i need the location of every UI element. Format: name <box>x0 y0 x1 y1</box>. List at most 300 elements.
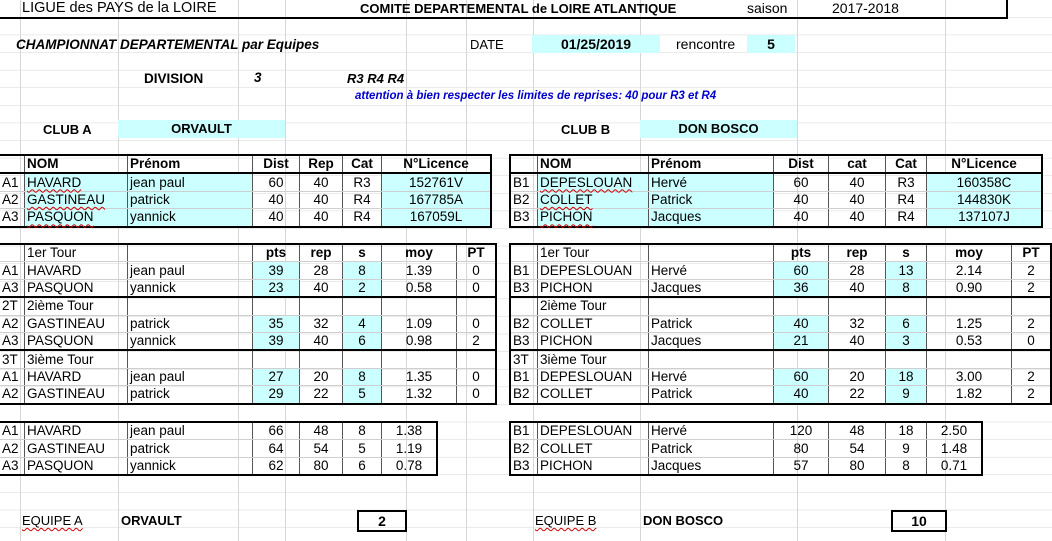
score-cell[interactable]: 32 <box>829 315 886 332</box>
saison-value[interactable]: 2017-2018 <box>832 0 899 16</box>
tour-code: 3T <box>0 350 25 368</box>
corner-cell <box>0 155 25 173</box>
equipe-a-name: ORVAULT <box>121 513 182 528</box>
player-cell[interactable]: patrick <box>128 191 253 208</box>
column-header: NOM <box>538 155 649 173</box>
summary-cell: DEPESLOUAN <box>538 422 649 440</box>
player-code: A2 <box>0 191 25 208</box>
club-a-label: CLUB A <box>43 122 92 137</box>
player-cell[interactable]: 40 <box>774 191 829 208</box>
summary-cell: 54 <box>300 440 343 457</box>
column-header: PT <box>457 244 497 262</box>
score-cell[interactable]: 40 <box>300 279 343 297</box>
score-cell: GASTINEAU <box>25 315 128 332</box>
summary-cell: 0.78 <box>382 457 438 475</box>
tour-header-row <box>0 244 496 262</box>
score-cell: 2.14 <box>927 262 1012 279</box>
players-table-a <box>0 154 492 228</box>
equipe-b-label: EQUIPE B <box>535 513 597 528</box>
player-code: A3 <box>0 332 25 350</box>
division-value[interactable]: 3 <box>254 70 262 85</box>
player-code: B3 <box>510 279 538 297</box>
score-cell: patrick <box>128 315 253 332</box>
score-cell: 0 <box>457 262 497 279</box>
score-cell[interactable]: 29 <box>253 386 300 404</box>
tour-header-row <box>0 350 496 368</box>
player-cell[interactable]: 160358C <box>927 173 1043 191</box>
saison-label: saison <box>747 0 788 16</box>
tour-row <box>0 262 496 279</box>
equipe-a-score: 2 <box>357 510 407 532</box>
tour-code <box>510 297 538 315</box>
tour-row <box>0 368 496 385</box>
score-cell: Jacques <box>649 279 774 297</box>
player-cell[interactable]: yannick <box>128 209 253 227</box>
score-cell[interactable]: 28 <box>829 262 886 279</box>
ligue-title: LIGUE des PAYS de la LOIRE <box>22 0 217 16</box>
club-a-name[interactable]: ORVAULT <box>118 120 285 138</box>
summary-cell: 8 <box>343 422 382 440</box>
summary-cell: PASQUON <box>25 457 128 475</box>
summary-cell: 57 <box>774 457 829 475</box>
club-b-label: CLUB B <box>561 122 611 137</box>
summary-cell: yannick <box>128 457 253 475</box>
score-cell[interactable]: 39 <box>253 332 300 350</box>
player-code: B2 <box>510 386 538 404</box>
score-cell: patrick <box>128 386 253 404</box>
summary-cell: 62 <box>253 457 300 475</box>
summary-cell: 54 <box>829 440 886 457</box>
rencontre-label: rencontre <box>676 36 736 52</box>
score-cell: jean paul <box>128 368 253 385</box>
corner-cell <box>510 155 538 173</box>
column-header <box>829 297 886 315</box>
player-cell[interactable]: HAVARD <box>25 173 128 191</box>
column-header <box>382 297 457 315</box>
player-code: B3 <box>510 332 538 350</box>
empty-cell <box>128 350 253 368</box>
column-header <box>774 297 829 315</box>
player-cell[interactable]: R4 <box>343 191 382 208</box>
summary-cell: COLLET <box>538 440 649 457</box>
summary-cell: HAVARD <box>25 422 128 440</box>
column-header: Cat <box>886 155 927 173</box>
player-cell[interactable]: 40 <box>829 173 886 191</box>
column-header <box>829 350 886 368</box>
player-code: B1 <box>510 368 538 385</box>
tour-code <box>510 244 538 262</box>
score-cell: DEPESLOUAN <box>538 262 649 279</box>
comite-title: COMITE DEPARTEMENTAL de LOIRE ATLANTIQUE <box>360 1 677 16</box>
empty-cell <box>128 244 253 262</box>
summary-cell: 80 <box>829 457 886 475</box>
summary-row <box>510 422 982 440</box>
tours-table-a <box>0 243 497 405</box>
player-cell[interactable]: DEPESLOUAN <box>538 173 649 191</box>
score-cell[interactable]: 9 <box>886 386 927 404</box>
player-cell[interactable]: Patrick <box>649 191 774 208</box>
empty-cell <box>649 297 774 315</box>
score-cell[interactable]: 22 <box>829 386 886 404</box>
score-cell: COLLET <box>538 315 649 332</box>
player-cell[interactable]: 40 <box>774 209 829 227</box>
score-cell: GASTINEAU <box>25 386 128 404</box>
score-cell: 3.00 <box>927 368 1012 385</box>
column-header: rep <box>300 244 343 262</box>
tour-header-row <box>510 244 1051 262</box>
summary-cell: 0.71 <box>927 457 983 475</box>
score-cell[interactable]: 6 <box>343 332 382 350</box>
score-cell: 0 <box>457 386 497 404</box>
column-header: Cat <box>343 155 382 173</box>
tour-header-row <box>0 297 496 315</box>
column-header: Rep <box>300 155 343 173</box>
player-code: A2 <box>0 386 25 404</box>
column-header <box>300 350 343 368</box>
equipe-b-name: DON BOSCO <box>643 513 724 528</box>
tour-title: 2ième Tour <box>538 297 649 315</box>
column-header: N°Licence <box>927 155 1043 173</box>
score-cell: 2 <box>1012 262 1052 279</box>
tour-row <box>510 332 1051 350</box>
summary-cell: 1.19 <box>382 440 438 457</box>
column-header: Prénom <box>128 155 253 173</box>
player-code: B2 <box>510 315 538 332</box>
score-cell[interactable]: 22 <box>300 386 343 404</box>
equipe-b-score: 10 <box>891 510 947 532</box>
score-cell[interactable]: 21 <box>774 332 829 350</box>
player-row <box>510 209 1042 227</box>
score-cell: 2 <box>1012 315 1052 332</box>
summary-row <box>510 440 982 457</box>
equipe-a-label: EQUIPE A <box>22 513 83 528</box>
score-cell: 1.35 <box>382 368 457 385</box>
empty-cell <box>128 297 253 315</box>
summary-cell: 9 <box>886 440 927 457</box>
rencontre-value[interactable]: 5 <box>747 35 795 53</box>
championnat-title: CHAMPIONNAT DEPARTEMENTAL par Equipes <box>16 37 320 52</box>
score-cell: 0.90 <box>927 279 1012 297</box>
column-header <box>457 350 497 368</box>
player-code: B2 <box>510 191 538 208</box>
summary-cell: Hervé <box>649 422 774 440</box>
score-cell[interactable]: 5 <box>343 386 382 404</box>
tour-title: 3ième Tour <box>25 350 128 368</box>
player-cell[interactable]: R4 <box>886 209 927 227</box>
player-cell[interactable]: 137107J <box>927 209 1043 227</box>
column-header: moy <box>927 244 1012 262</box>
player-cell[interactable]: Jacques <box>649 209 774 227</box>
score-cell[interactable]: 23 <box>253 279 300 297</box>
summary-table-a <box>0 421 438 476</box>
player-code: B1 <box>510 173 538 191</box>
summary-row <box>0 457 437 475</box>
player-cell[interactable]: R3 <box>886 173 927 191</box>
score-cell: 0.53 <box>927 332 1012 350</box>
header-row <box>0 155 491 173</box>
empty-cell <box>649 350 774 368</box>
column-header: N°Licence <box>382 155 492 173</box>
player-code: B3 <box>510 209 538 227</box>
column-header <box>927 297 1012 315</box>
tour-code <box>0 244 25 262</box>
score-cell: Jacques <box>649 332 774 350</box>
club-b-name[interactable]: DON BOSCO <box>640 120 797 138</box>
player-code: A3 <box>0 279 25 297</box>
score-cell: 0.98 <box>382 332 457 350</box>
division-label: DIVISION <box>144 71 204 86</box>
score-cell: yannick <box>128 279 253 297</box>
score-cell[interactable]: 27 <box>253 368 300 385</box>
summary-cell: 5 <box>343 440 382 457</box>
player-cell[interactable]: COLLET <box>538 191 649 208</box>
column-header <box>343 297 382 315</box>
score-cell[interactable]: 4 <box>343 315 382 332</box>
score-cell: Patrick <box>649 315 774 332</box>
column-header <box>382 350 457 368</box>
score-cell: yannick <box>128 332 253 350</box>
score-cell[interactable]: 60 <box>774 368 829 385</box>
score-cell: 2 <box>1012 279 1052 297</box>
score-cell[interactable]: 36 <box>774 279 829 297</box>
column-header <box>343 350 382 368</box>
player-cell[interactable]: 40 <box>300 209 343 227</box>
tour-code: 3T <box>510 350 538 368</box>
summary-cell: PICHON <box>538 457 649 475</box>
score-cell[interactable]: 3 <box>886 332 927 350</box>
column-header <box>886 297 927 315</box>
column-header <box>253 297 300 315</box>
score-cell[interactable]: 40 <box>774 386 829 404</box>
player-cell[interactable]: 40 <box>253 209 300 227</box>
player-code: A1 <box>0 422 25 440</box>
player-cell[interactable]: R3 <box>343 173 382 191</box>
score-cell[interactable]: 40 <box>300 332 343 350</box>
player-code: B3 <box>510 457 538 475</box>
player-cell[interactable]: 40 <box>829 191 886 208</box>
player-cell[interactable]: 167059L <box>382 209 492 227</box>
summary-table-b <box>509 421 983 476</box>
summary-cell: GASTINEAU <box>25 440 128 457</box>
player-cell[interactable]: R4 <box>886 191 927 208</box>
player-code: B1 <box>510 262 538 279</box>
column-header <box>1012 350 1052 368</box>
summary-row <box>510 457 982 475</box>
summary-cell: 6 <box>343 457 382 475</box>
score-cell[interactable]: 6 <box>886 315 927 332</box>
column-header: NOM <box>25 155 128 173</box>
tour-title: 1er Tour <box>538 244 649 262</box>
score-cell[interactable]: 40 <box>829 332 886 350</box>
players-table-b <box>509 154 1043 228</box>
score-cell[interactable]: 39 <box>253 262 300 279</box>
score-cell[interactable]: 18 <box>886 368 927 385</box>
score-cell[interactable]: 2 <box>343 279 382 297</box>
score-cell: PICHON <box>538 279 649 297</box>
score-cell[interactable]: 20 <box>300 368 343 385</box>
column-header: s <box>343 244 382 262</box>
column-header: Prénom <box>649 155 774 173</box>
score-cell: Hervé <box>649 368 774 385</box>
player-cell[interactable]: GASTINEAU <box>25 191 128 208</box>
score-cell: HAVARD <box>25 368 128 385</box>
player-code: A1 <box>0 173 25 191</box>
player-code: A3 <box>0 457 25 475</box>
score-cell: PICHON <box>538 332 649 350</box>
player-cell[interactable]: 40 <box>829 209 886 227</box>
player-code: A2 <box>0 315 25 332</box>
player-cell[interactable]: 144830K <box>927 191 1043 208</box>
score-cell: 1.82 <box>927 386 1012 404</box>
score-cell: COLLET <box>538 386 649 404</box>
player-cell[interactable]: 167785A <box>382 191 492 208</box>
player-cell[interactable]: PICHON <box>538 209 649 227</box>
score-cell[interactable]: 35 <box>253 315 300 332</box>
tour-row <box>0 386 496 404</box>
score-cell: Hervé <box>649 262 774 279</box>
summary-cell: Jacques <box>649 457 774 475</box>
score-cell: PASQUON <box>25 332 128 350</box>
summary-cell: 18 <box>886 422 927 440</box>
player-code: A1 <box>0 368 25 385</box>
summary-cell: 80 <box>774 440 829 457</box>
column-header <box>457 297 497 315</box>
column-header: PT <box>1012 244 1052 262</box>
player-cell[interactable]: 40 <box>253 191 300 208</box>
score-cell: PASQUON <box>25 279 128 297</box>
score-cell: 1.39 <box>382 262 457 279</box>
summary-cell: 66 <box>253 422 300 440</box>
player-code: B2 <box>510 440 538 457</box>
tour-row <box>510 368 1051 385</box>
column-header: Dist <box>774 155 829 173</box>
summary-cell: 1.38 <box>382 422 438 440</box>
tour-code: 2T <box>0 297 25 315</box>
score-cell[interactable]: 28 <box>300 262 343 279</box>
date-value[interactable]: 01/25/2019 <box>532 35 660 53</box>
summary-cell: 2.50 <box>927 422 983 440</box>
tour-title: 1er Tour <box>25 244 128 262</box>
player-row <box>0 173 491 191</box>
summary-cell: 8 <box>886 457 927 475</box>
tours-table-b <box>509 243 1052 405</box>
player-cell[interactable]: R4 <box>343 209 382 227</box>
reprises-note: attention à bien respecter les limites de reprises: 40 pour R3 et R4 <box>355 90 717 102</box>
summary-row <box>0 440 437 457</box>
column-header <box>927 350 1012 368</box>
column-header: moy <box>382 244 457 262</box>
score-cell: 2 <box>457 332 497 350</box>
score-cell: 0.58 <box>382 279 457 297</box>
player-cell[interactable]: 40 <box>300 173 343 191</box>
summary-cell: 48 <box>300 422 343 440</box>
score-cell: Patrick <box>649 386 774 404</box>
tour-row <box>510 386 1051 404</box>
division-cats: R3 R4 R4 <box>347 71 405 86</box>
score-cell[interactable]: 40 <box>829 279 886 297</box>
score-cell[interactable]: 8 <box>343 368 382 385</box>
tour-row <box>0 279 496 297</box>
player-cell[interactable]: 40 <box>300 191 343 208</box>
score-cell: 2 <box>1012 386 1052 404</box>
summary-cell: 64 <box>253 440 300 457</box>
summary-row <box>0 422 437 440</box>
column-header: pts <box>253 244 300 262</box>
score-cell: 0 <box>1012 332 1052 350</box>
score-cell: 0 <box>457 279 497 297</box>
tour-title: 2ième Tour <box>25 297 128 315</box>
tour-row <box>510 262 1051 279</box>
tour-title: 3ième Tour <box>538 350 649 368</box>
player-code: A3 <box>0 209 25 227</box>
player-code: B1 <box>510 422 538 440</box>
player-cell[interactable]: 60 <box>774 173 829 191</box>
column-header: cat <box>829 155 886 173</box>
player-code: A1 <box>0 262 25 279</box>
player-cell[interactable]: PASQUON <box>25 209 128 227</box>
player-cell[interactable]: Hervé <box>649 173 774 191</box>
summary-cell: patrick <box>128 440 253 457</box>
column-header: s <box>886 244 927 262</box>
score-cell[interactable]: 8 <box>886 279 927 297</box>
player-cell[interactable]: 152761V <box>382 173 492 191</box>
score-cell: HAVARD <box>25 262 128 279</box>
score-cell: 1.32 <box>382 386 457 404</box>
score-cell: 1.25 <box>927 315 1012 332</box>
tour-header-row <box>510 350 1051 368</box>
player-row <box>0 209 491 227</box>
player-row <box>510 191 1042 208</box>
score-cell: DEPESLOUAN <box>538 368 649 385</box>
score-cell[interactable]: 40 <box>774 315 829 332</box>
summary-cell: 80 <box>300 457 343 475</box>
tour-row <box>510 279 1051 297</box>
summary-cell: 120 <box>774 422 829 440</box>
score-cell: 0 <box>457 368 497 385</box>
score-cell[interactable]: 32 <box>300 315 343 332</box>
summary-cell: 48 <box>829 422 886 440</box>
score-cell: 1.09 <box>382 315 457 332</box>
score-cell[interactable]: 8 <box>343 262 382 279</box>
score-cell[interactable]: 13 <box>886 262 927 279</box>
column-header <box>774 350 829 368</box>
score-cell[interactable]: 60 <box>774 262 829 279</box>
player-cell[interactable]: 60 <box>253 173 300 191</box>
summary-cell: Patrick <box>649 440 774 457</box>
column-header <box>886 350 927 368</box>
date-label: DATE <box>470 37 504 52</box>
column-header <box>253 350 300 368</box>
tour-row <box>0 332 496 350</box>
tour-header-row <box>510 297 1051 315</box>
column-header <box>300 297 343 315</box>
tour-row <box>0 315 496 332</box>
column-header <box>1012 297 1052 315</box>
empty-cell <box>649 244 774 262</box>
column-header: pts <box>774 244 829 262</box>
column-header: rep <box>829 244 886 262</box>
tour-row <box>510 315 1051 332</box>
score-cell: 0 <box>457 315 497 332</box>
score-cell[interactable]: 20 <box>829 368 886 385</box>
player-cell[interactable]: jean paul <box>128 173 253 191</box>
player-code: A2 <box>0 440 25 457</box>
player-row <box>0 191 491 208</box>
header-row <box>510 155 1042 173</box>
column-header: Dist <box>253 155 300 173</box>
score-cell: jean paul <box>128 262 253 279</box>
summary-cell: jean paul <box>128 422 253 440</box>
